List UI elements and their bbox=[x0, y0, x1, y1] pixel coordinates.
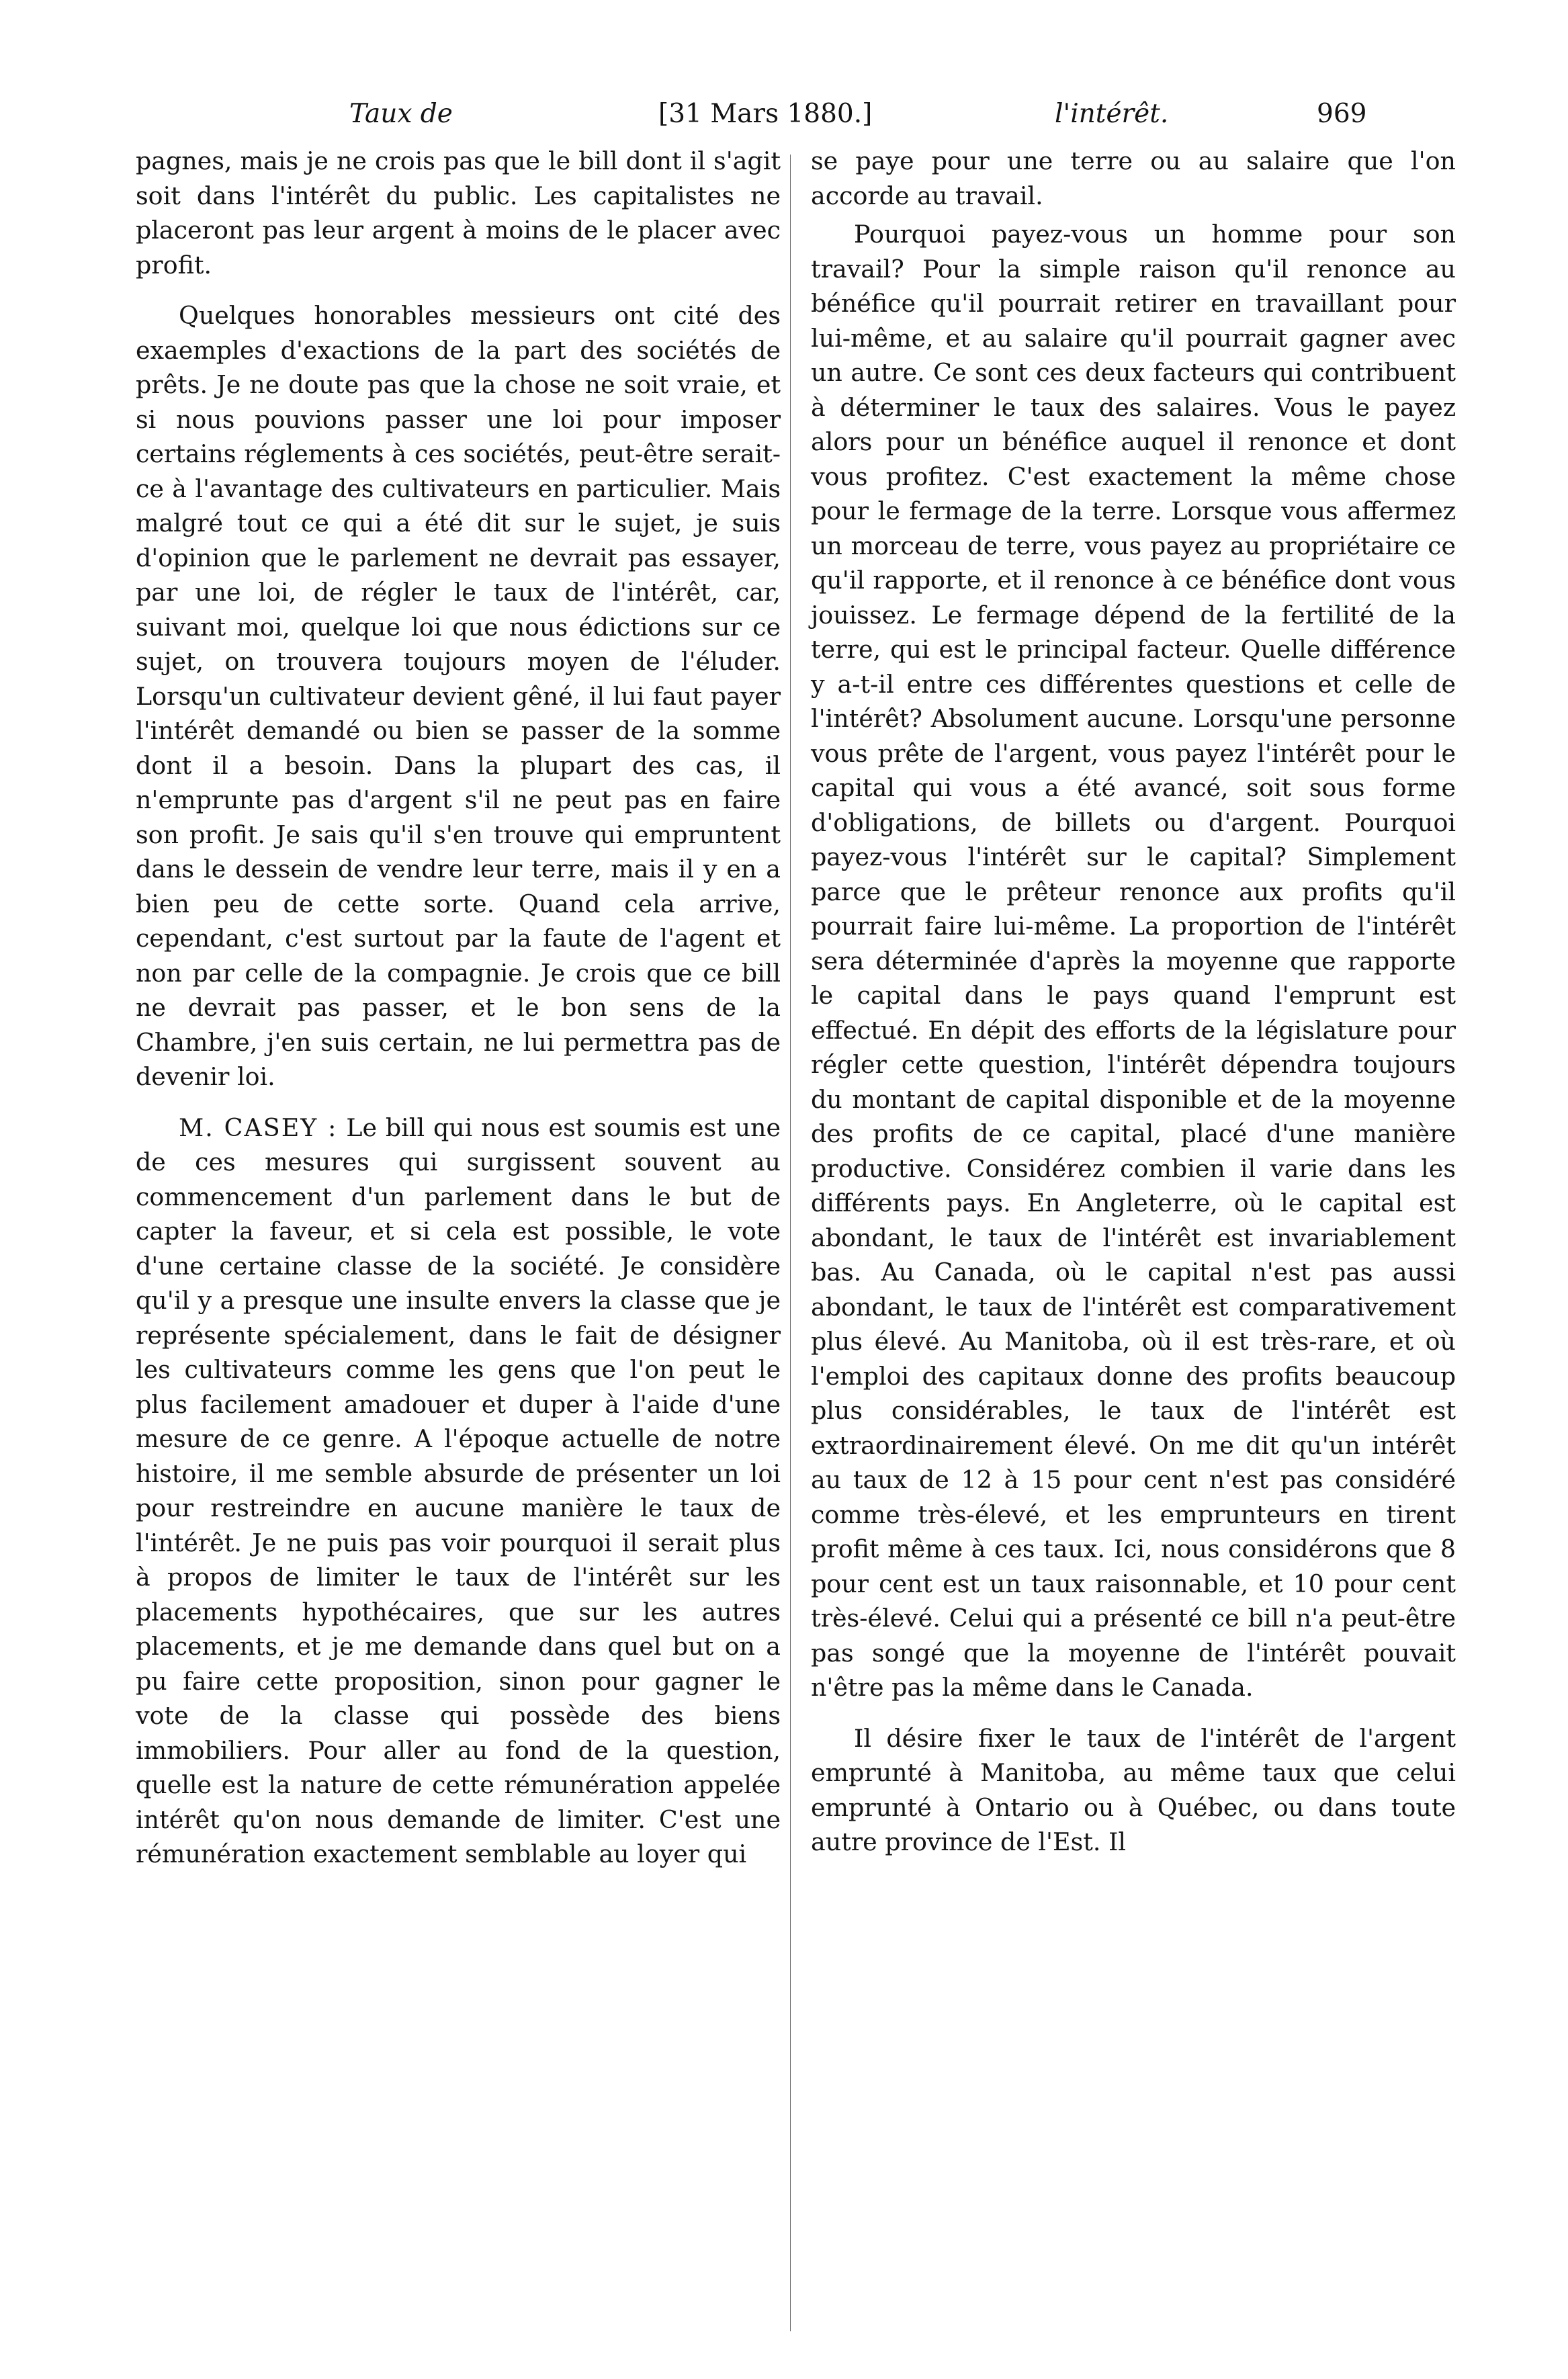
left-column bbox=[136, 144, 781, 1872]
header-left-title: Taux de bbox=[349, 99, 453, 129]
left-paragraph-3 bbox=[136, 1111, 781, 1872]
right-paragraph-2: Pourquoi payez-vous un homme pour son travail? Pour la simple raison qu'il renonce au bénéfice qu'il pourrait retirer en travaillant pour lui-même, et au salaire qu'il pourrait gagner avec un autre. Ce sont ces deux facteurs qui contribuent à déterminer le taux des salaires. Vous le payez alors pour un bénéfice auquel il renonce et dont vous profitez. C'est exactement la même chose pour le fermage de la terre. Lorsque vous affermez un morceau de terre, vous payez au propriétaire ce qu'il rapporte, et il renonce à ce bénéfice dont vous jouissez. Le fermage dépend de la fertilité de la terre, qui est le principal facteur. Quelle différence y a-t-il entre ces différentes questions et celle de l'intérêt? Absolument aucune. Lorsqu'une personne vous prête de l'argent, vous payez l'intérêt pour le capital qui vous a été avancé, soit sous forme d'obligations, de billets ou d'argent. Pourquoi payez-vous l'intérêt sur le capital? Simplement parce que le prêteur renonce aux profits qu'il pourrait faire lui-même. La proportion de l'intérêt sera déterminée d'après la moyenne que rapporte le capital dans le pays quand l'emprunt est effectué. En dépit des efforts de la législature pour régler cette question, l'intérêt dépendra toujours du montant de capital disponible et de la moyenne des profits de ce capital, placé d'une manière productive. Considérez combien il varie dans les différents pays. En Angleterre, où le capital est abondant, le taux de l'intérêt est invariablement bas. Au Canada, où le capital n'est pas aussi abondant, le taux de l'intérêt est comparativement plus élevé. Au Manitoba, où il est très-rare, et où l'emploi des capitaux donne des profits beaucoup plus considérables, le taux de l'intérêt est extraordinairement élevé. On me dit qu'un intérêt au taux de 12 à 15 pour cent n'est pas considéré comme très-élevé, et les emprunteurs en tirent profit même à ces taux. Ici, nous considérons que 8 pour cent est un taux raisonnable, et 10 pour cent très-élevé. Celui qui a présenté ce bill n'a peut-être pas songé que la moyenne de l'intérêt pouvait n'être pas la même dans le Canada. bbox=[811, 220, 1456, 1702]
page-number: 969 bbox=[1317, 99, 1367, 129]
left-paragraph-2: Quelques honorables messieurs ont cité des exaemples d'exactions de la part des sociétés de prêts. Je ne doute pas que la chose ne soit vraie, et si nous pouvions passer une loi pour imposer certains réglements à ces sociétés, peut-être serait-ce à l'avantage des cultivateurs en particulier. Mais malgré tout ce qui a été dit sur le sujet, je suis d'opinion que le parlement ne devrait pas essayer, par une loi, de régler le taux de l'intérêt, car, suivant moi, quelque loi que nous édictions sur ce sujet, on trouvera toujours moyen de l'éluder. Lorsqu'un cultivateur devient gêné, il lui faut payer l'intérêt demandé ou bien se passer de la somme dont il a besoin. Dans la plupart des cas, il n'emprunte pas d'argent s'il ne peut pas en faire son profit. Je sais qu'il s'en trouve qui empruntent dans le dessein de vendre leur terre, mais il y en a bien peu de cette sorte. Quand cela arrive, cependant, c'est surtout par la faute de l'agent et non par celle de la compagnie. Je crois que ce bill ne devrait pas passer, et le bon sens de la Chambre, j'en suis certain, ne lui permettra pas de devenir loi. bbox=[136, 301, 781, 1091]
left-paragraph-1: pagnes, mais je ne crois pas que le bill dont il s'agit soit dans l'intérêt du public. Les capitalistes ne placeront pas leur argent à moins de le placer avec profit. bbox=[136, 146, 781, 279]
speaker-name: M. CASEY : bbox=[179, 1113, 338, 1142]
speaker-speech: Le bill qui nous est soumis est une de ces mesures qui surgissent souvent au commencement d'un parlement dans le but de capter la faveur, et si cela est possible, le vote d'une certaine classe de la société. Je considère qu'il y a presque une insulte envers la classe que je représente spécialement, dans le fait de désigner les cultivateurs comme les gens que l'on peut le plus facilement amadouer et duper à l'aide d'une mesure de ce genre. A l'époque actuelle de notre histoire, il me semble absurde de présenter un loi pour restreindre en aucune manière le taux de l'intérêt. Je ne puis pas voir pourquoi il serait plus à propos de limiter le taux de l'intérêt sur les placements hypothécaires, que sur les autres placements, et je me demande dans quel but on a pu faire cette proposition, sinon pour gagner le vote de la classe qui possède des biens immobiliers. Pour aller au fond de la question, quelle est la nature de cette rémunération appelée intérêt qu'on nous demande de limiter. C'est une rémunération exactement semblable au loyer qui bbox=[136, 1113, 781, 1868]
right-paragraph-1: se paye pour une terre ou au salaire que l'on accorde au travail. bbox=[811, 146, 1456, 210]
header-right-title: l'intérêt. bbox=[1055, 99, 1169, 129]
header-date: [31 Mars 1880.] bbox=[658, 99, 873, 129]
right-paragraph-3: Il désire fixer le taux de l'intérêt de l'argent emprunté à Manitoba, au même taux que celui emprunté à Ontario ou à Québec, ou dans toute autre province de l'Est. Il bbox=[811, 1723, 1456, 1856]
right-column bbox=[811, 144, 1456, 1860]
running-header bbox=[134, 94, 1444, 134]
column-divider bbox=[790, 155, 791, 2331]
